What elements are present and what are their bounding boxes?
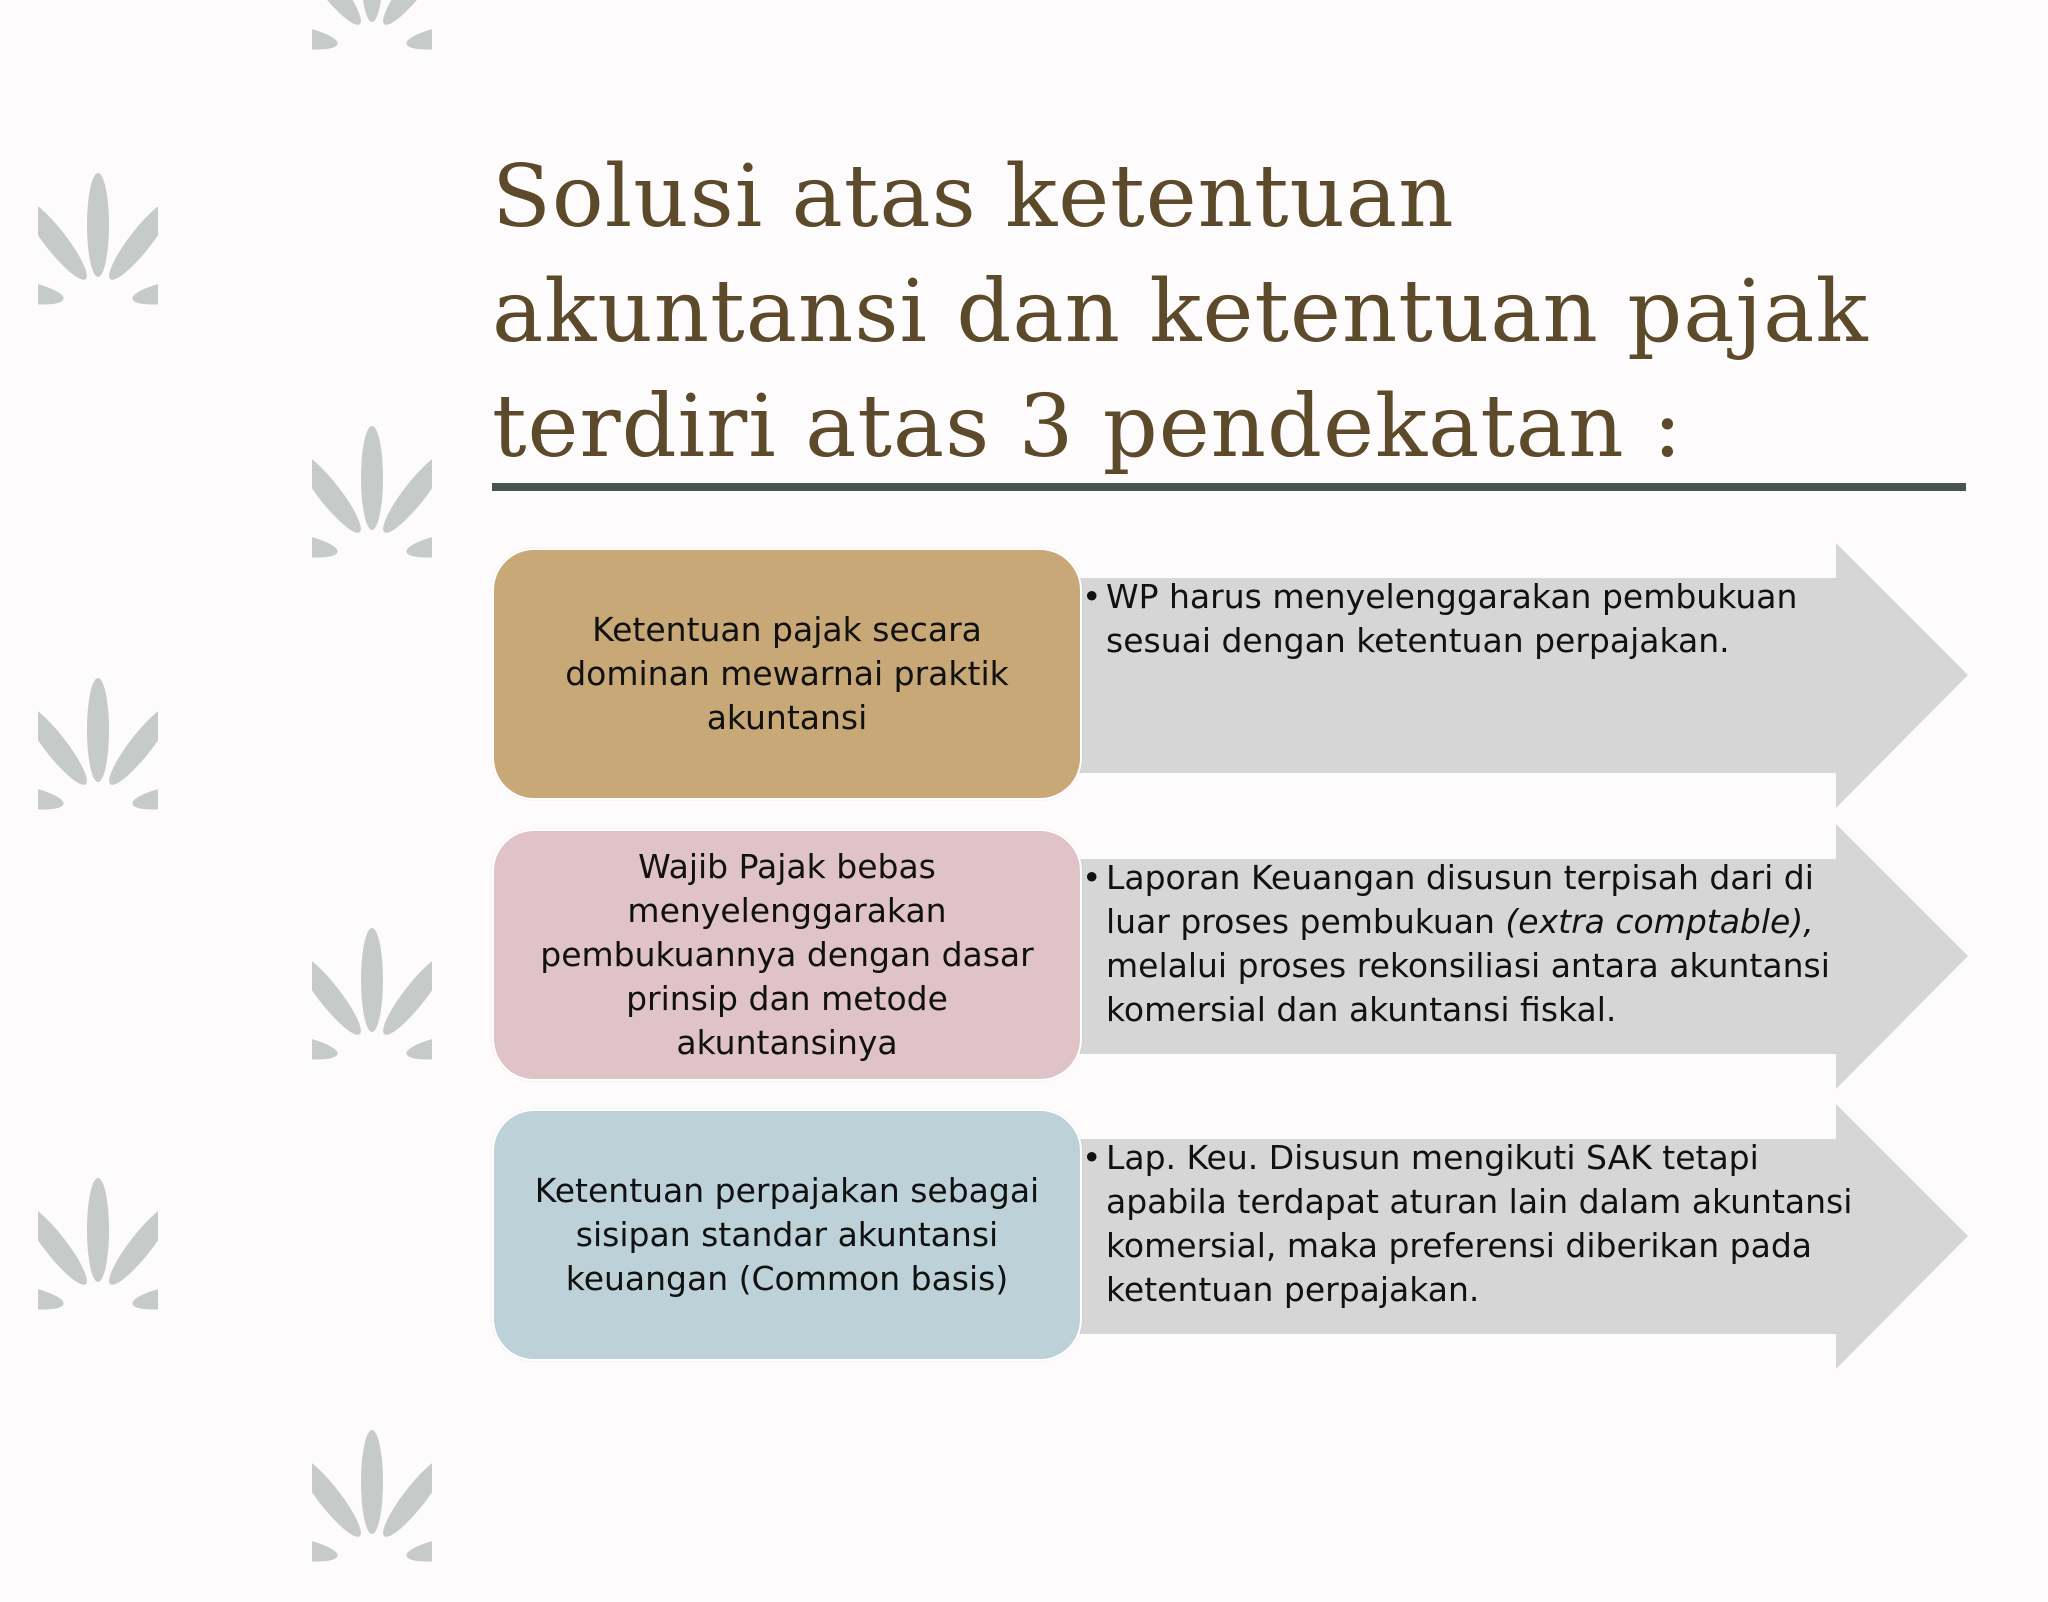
approach-description: [1082, 856, 1872, 1032]
approach-label: Ketentuan perpajakan sebagai sisipan standar akuntansi keuangan (Common basis): [534, 1171, 1040, 1298]
approach-row-1: [492, 543, 1968, 808]
title-line-3: terdiri atas 3 pendekatan :: [492, 377, 1683, 477]
description-part: Lap. Keu. Disusun mengikuti SAK tetapi apabila terdapat aturan lain dalam akuntansi komersial, maka preferensi diberikan pada ketentuan perpajakan.: [1106, 1138, 1853, 1309]
leaf-sprig-icon: [312, 910, 432, 1100]
approach-description: [1082, 575, 1872, 663]
title-underline: [492, 483, 1966, 491]
approach-box: [492, 548, 1082, 800]
bullet-dot: •: [1082, 577, 1102, 616]
bullet-dot: •: [1082, 858, 1102, 897]
leaf-sprig-icon: [312, 0, 432, 90]
title-line-1: Solusi atas ketentuan: [492, 147, 1455, 247]
leaf-sprig-icon: [312, 1412, 432, 1602]
leaf-sprig-icon: [38, 155, 158, 345]
approach-box: [492, 829, 1082, 1081]
approach-label: Wajib Pajak bebas menyelenggarakan pembukuannya dengan dasar prinsip dan metode akuntansinya: [540, 847, 1034, 1062]
description-part: melalui proses rekonsiliasi antara akuntansi komersial dan akuntansi fiskal.: [1106, 946, 1830, 1029]
title-line-2: akuntansi dan ketentuan pajak: [492, 262, 1869, 362]
leaf-sprig-icon: [312, 408, 432, 598]
approach-row-2: [492, 824, 1968, 1089]
description-text: [1106, 856, 1872, 1032]
description-part: Laporan Keuangan disusun terpisah dari di luar proses pembukuan: [1106, 858, 1814, 941]
description-text: [1106, 1136, 1872, 1312]
bullet-dot: •: [1082, 1138, 1102, 1177]
description-text: [1106, 575, 1872, 663]
approach-label: Ketentuan pajak secara dominan mewarnai praktik akuntansi: [565, 610, 1009, 737]
approach-description: [1082, 1136, 1872, 1312]
approach-row-3: [492, 1104, 1968, 1369]
leaf-sprig-icon: [38, 1160, 158, 1350]
description-italic-term: (extra comptable),: [1505, 902, 1814, 941]
approach-box: [492, 1109, 1082, 1361]
leaf-sprig-icon: [38, 660, 158, 850]
description-part: WP harus menyelenggarakan pembukuan sesuai dengan ketentuan perpajakan.: [1106, 577, 1798, 660]
slide-title: [492, 140, 1972, 485]
